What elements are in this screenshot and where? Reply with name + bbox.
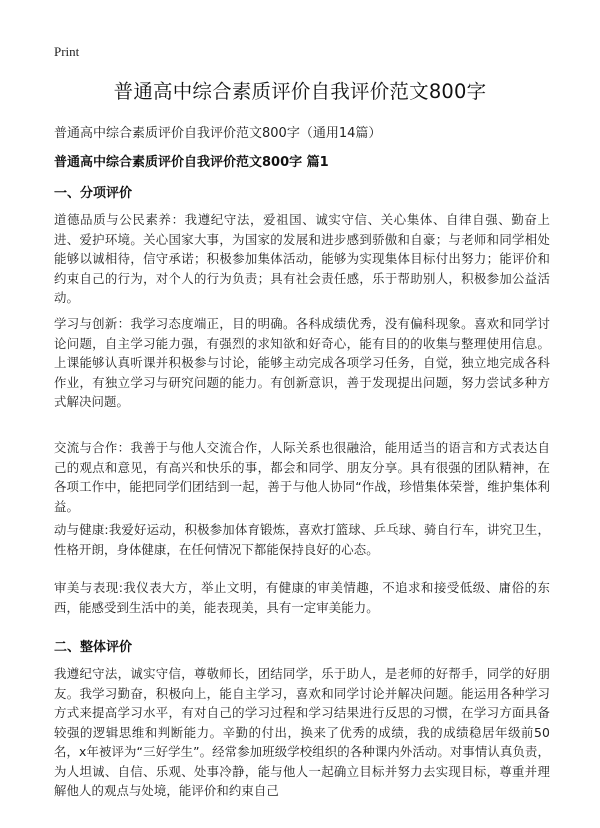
page-title: 普通高中综合素质评价自我评价范文800字 xyxy=(113,80,487,103)
paragraph-communication: 交流与合作：我善于与他人交流合作，人际关系也很融洽，能用适当的语言和方式表达自己的观点和意见，有高兴和快乐的事，都会和同学、朋友分享。具有很强的团队精神，在各项工作中，能把同学们团结到一起，善于与他人协同“作战，珍惜集体荣誉，维护集体利益。 xyxy=(54,440,550,514)
paragraph-learning: 学习与创新：我学习态度端正，目的明确。各科成绩优秀，没有偏科现象。喜欢和同学讨论问题，自主学习能力强，有强烈的求知欲和好奇心，能有目的的收集与整理使用信息。上课能够认真听课并积极参与讨论，能够主动完成各项学习任务，自觉，独立地完成各科作业，有独立学习与研究问题的能力。有创新意识，善于发现提出问题，努力尝试多种方式解决问题。 xyxy=(54,316,550,409)
paragraph-overall: 我遵纪守法，诚实守信，尊敬师长，团结同学，乐于助人，是老师的好帮手，同学的好朋友。我学习勤奋，积极向上，能自主学习，喜欢和同学讨论并解决问题。能运用各种学习方式来提高学习水平，有对自己的学习过程和学习结果进行反思的习惯，在学习方面具备较强的逻辑思维和判断能力。辛勤的付出，换来了优秀的成绩，我的成绩稳居年级前50名，x年被评为“三好学生”。经常参加班级学校组织的各种课内外活动。对事情认真负责，为人坦诚、自信、乐观、处事冷静，能与他人一起确立目标并努力去实现目标，尊重并理解他人的观点与处境，能评价和约束自己 xyxy=(54,666,550,798)
subtitle: 普通高中综合素质评价自我评价范文800字（通用14篇） xyxy=(54,126,382,141)
section-heading-itemized: 一、分项评价 xyxy=(54,186,133,201)
paragraph-health: 动与健康:我爱好运动，积极参加体育锻炼，喜欢打篮球、乒乓球、骑自行车，讲究卫生，性格开朗，身体健康，在任何情况下都能保持良好的心态。 xyxy=(54,522,550,557)
article-title: 普通高中综合素质评价自我评价范文800字 篇1 xyxy=(54,155,329,170)
print-link[interactable]: Print xyxy=(54,44,80,59)
paragraph-aesthetics: 审美与表现:我仪表大方，举止文明，有健康的审美情趣，不追求和接受低级、庸俗的东西，能感受到生活中的美，能表现美，具有一定审美能力。 xyxy=(54,580,550,615)
paragraph-morality: 道德品质与公民素养：我遵纪守法，爱祖国、诚实守信、关心集体、自律自强、勤奋上进、爱护环境。关心国家大事，为国家的发展和进步感到骄傲和自豪；与老师和同学相处能够以诚相待，信守承诺；积极参加集体活动，能够为实现集体目标付出努力；能评价和约束自己的行为，对个人的行为负责；具有社会责任感，乐于帮助别人，积极参加公益活动。 xyxy=(54,212,550,305)
section-heading-overall: 二、整体评价 xyxy=(54,640,133,655)
